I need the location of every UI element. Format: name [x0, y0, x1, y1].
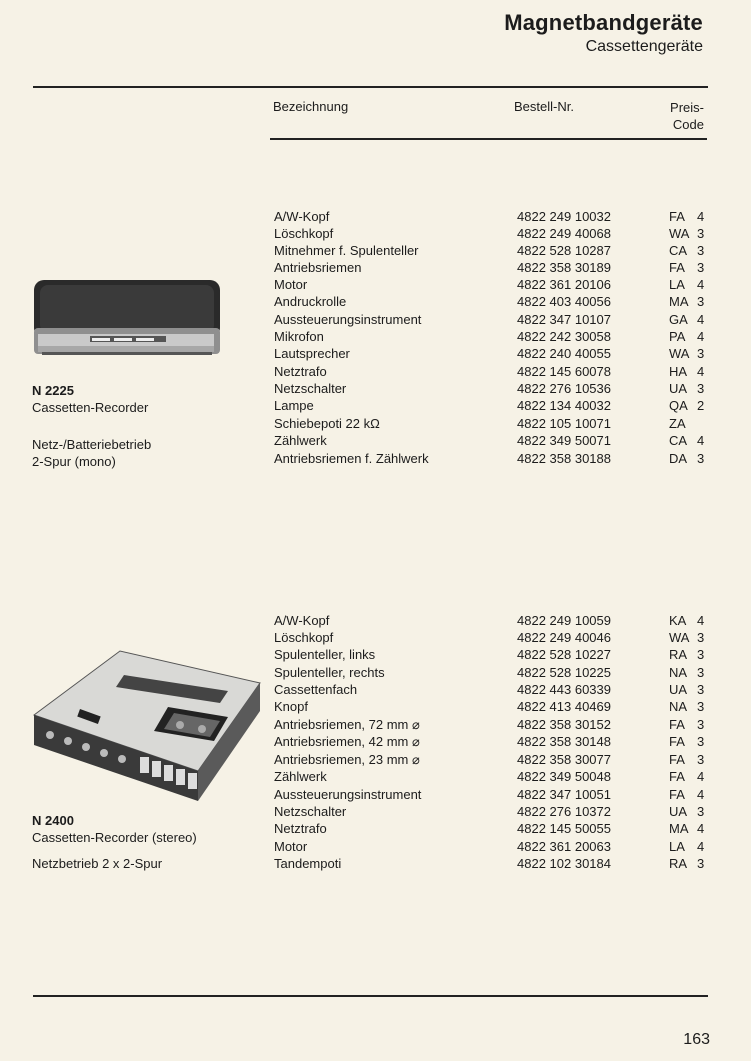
part-price-code: NA: [669, 699, 688, 714]
part-order-no: 4822 358 30189: [517, 260, 611, 275]
header-rule: [270, 138, 707, 140]
part-description: Mikrofon: [274, 329, 324, 344]
part-description: A/W-Kopf: [274, 613, 330, 628]
part-description: Lampe: [274, 398, 314, 413]
part-price-code: KA: [669, 613, 687, 628]
part-description: Zählwerk: [274, 433, 327, 448]
table-row: [0, 432, 751, 449]
part-description: Motor: [274, 839, 308, 854]
part-order-no: 4822 358 30188: [517, 451, 611, 466]
part-price-group: 3: [697, 856, 705, 871]
part-description: Antriebsriemen, 23 mm ⌀: [274, 752, 420, 767]
part-price-code: FA: [669, 260, 685, 275]
part-order-no: 4822 413 40469: [517, 699, 611, 714]
part-description: Antriebsriemen f. Zählwerk: [274, 451, 429, 466]
part-price-group: 3: [697, 647, 705, 662]
part-price-code: FA: [669, 752, 685, 767]
part-price-code: RA: [669, 856, 688, 871]
part-order-no: 4822 145 50055: [517, 821, 611, 836]
table-row: [0, 380, 751, 397]
part-price-code: GA: [669, 312, 688, 327]
part-order-no: 4822 361 20106: [517, 277, 611, 292]
part-description: Schiebepoti 22 kΩ: [274, 416, 380, 431]
part-order-no: 4822 276 10372: [517, 804, 611, 819]
part-price-group: 3: [697, 752, 705, 767]
part-description: Antriebsriemen, 42 mm ⌀: [274, 734, 420, 749]
table-row: [0, 629, 751, 646]
part-description: Antriebsriemen: [274, 260, 362, 275]
table-row: [0, 803, 751, 820]
part-order-no: 4822 249 10032: [517, 209, 611, 224]
column-header-price-code-line1: Preis-: [670, 100, 704, 115]
part-description: Spulenteller, links: [274, 647, 376, 662]
part-price-code: FA: [669, 769, 685, 784]
top-rule: [33, 86, 708, 88]
part-price-code: UA: [669, 804, 688, 819]
column-header-description: Bezeichnung: [273, 99, 349, 114]
part-order-no: 4822 361 20063: [517, 839, 611, 854]
part-price-code: FA: [669, 787, 685, 802]
part-order-no: 4822 358 30077: [517, 752, 611, 767]
part-price-group: 3: [697, 665, 705, 680]
part-price-group: 4: [697, 364, 705, 379]
part-price-code: FA: [669, 209, 685, 224]
part-description: A/W-Kopf: [274, 209, 330, 224]
part-price-group: 4: [697, 329, 705, 344]
part-price-group: 4: [697, 312, 705, 327]
part-description: Aussteuerungsinstrument: [274, 312, 422, 327]
part-price-group: 3: [697, 717, 705, 732]
part-price-group: 4: [697, 209, 705, 224]
page-subtitle: Cassettengeräte: [585, 38, 703, 55]
table-row: [0, 612, 751, 629]
part-description: Netzschalter: [274, 381, 347, 396]
column-header-order-no: Bestell-Nr.: [514, 99, 574, 114]
part-order-no: 4822 528 10287: [517, 243, 611, 258]
part-description: Spulenteller, rechts: [274, 665, 385, 680]
part-price-code: WA: [669, 226, 690, 241]
part-price-group: 4: [697, 787, 705, 802]
table-row: [0, 242, 751, 259]
part-price-code: MA: [669, 821, 689, 836]
part-order-no: 4822 145 60078: [517, 364, 611, 379]
part-order-no: 4822 347 10051: [517, 787, 611, 802]
part-order-no: 4822 347 10107: [517, 312, 611, 327]
table-row: [0, 276, 751, 293]
column-header-price-code-line2: Code: [672, 117, 704, 132]
part-price-group: 3: [697, 451, 705, 466]
table-row: [0, 293, 751, 310]
model-n2225-note1: Netz-/Batteriebetrieb: [32, 437, 152, 452]
part-description: Tandempoti: [274, 856, 342, 871]
table-row: [0, 363, 751, 380]
table-row: [0, 838, 751, 855]
table-row: [0, 820, 751, 837]
table-row: [0, 259, 751, 276]
part-order-no: 4822 358 30152: [517, 717, 611, 732]
part-price-group: 2: [697, 398, 705, 413]
part-description: Zählwerk: [274, 769, 327, 784]
table-row: [0, 225, 751, 242]
part-price-group: 4: [697, 839, 705, 854]
table-row: [0, 698, 751, 715]
part-price-group: 3: [697, 243, 705, 258]
part-order-no: 4822 249 10059: [517, 613, 611, 628]
table-row: [0, 768, 751, 785]
part-price-code: PA: [669, 329, 686, 344]
part-price-group: 3: [697, 804, 705, 819]
part-price-group: 3: [697, 226, 705, 241]
part-description: Netzschalter: [274, 804, 347, 819]
part-price-code: UA: [669, 682, 688, 697]
part-price-group: 3: [697, 630, 705, 645]
table-row: [0, 415, 751, 432]
part-order-no: 4822 249 40068: [517, 226, 611, 241]
part-price-group: 4: [697, 769, 705, 784]
page-title: Magnetbandgeräte: [504, 10, 703, 35]
part-price-group: 4: [697, 277, 705, 292]
table-row: [0, 208, 751, 225]
part-description: Netztrafo: [274, 821, 327, 836]
part-order-no: 4822 242 30058: [517, 329, 611, 344]
part-price-code: NA: [669, 665, 688, 680]
table-row: [0, 664, 751, 681]
model-n2400-note1: Netzbetrieb 2 x 2-Spur: [32, 856, 163, 871]
part-description: Mitnehmer f. Spulenteller: [274, 243, 419, 258]
part-order-no: 4822 443 60339: [517, 682, 611, 697]
part-description: Motor: [274, 277, 308, 292]
part-price-group: 4: [697, 433, 705, 448]
part-price-code: WA: [669, 630, 690, 645]
part-order-no: 4822 102 30184: [517, 856, 611, 871]
page-number: 163: [683, 1031, 710, 1048]
part-price-group: 3: [697, 734, 705, 749]
part-price-code: MA: [669, 294, 689, 309]
part-description: Antriebsriemen, 72 mm ⌀: [274, 717, 420, 732]
part-price-code: LA: [669, 839, 685, 854]
part-order-no: 4822 134 40032: [517, 398, 611, 413]
part-price-group: 4: [697, 821, 705, 836]
part-price-group: 3: [697, 260, 705, 275]
model-n2400-type: Cassetten-Recorder (stereo): [32, 830, 197, 845]
model-n2225-note2: 2-Spur (mono): [32, 454, 116, 469]
part-price-code: HA: [669, 364, 688, 379]
part-price-group: 3: [697, 294, 705, 309]
part-price-code: FA: [669, 717, 685, 732]
part-price-group: 3: [697, 682, 705, 697]
table-row: [0, 716, 751, 733]
part-description: Aussteuerungsinstrument: [274, 787, 422, 802]
part-price-code: RA: [669, 647, 688, 662]
part-order-no: 4822 249 40046: [517, 630, 611, 645]
part-description: Lautsprecher: [274, 346, 350, 361]
table-row: [0, 328, 751, 345]
table-row: [0, 786, 751, 803]
part-order-no: 4822 276 10536: [517, 381, 611, 396]
part-price-code: CA: [669, 243, 688, 258]
part-description: Cassettenfach: [274, 682, 358, 697]
part-price-code: CA: [669, 433, 688, 448]
table-row: [0, 733, 751, 750]
table-row: [0, 646, 751, 663]
part-description: Löschkopf: [274, 226, 334, 241]
part-price-code: FA: [669, 734, 685, 749]
model-n2225-type: Cassetten-Recorder: [32, 400, 149, 415]
model-n2225-name: N 2225: [32, 383, 74, 398]
table-row: [0, 751, 751, 768]
part-order-no: 4822 528 10227: [517, 647, 611, 662]
part-description: Andruckrolle: [274, 294, 347, 309]
part-order-no: 4822 349 50071: [517, 433, 611, 448]
part-price-code: LA: [669, 277, 685, 292]
model-n2400-name: N 2400: [32, 813, 74, 828]
part-description: Löschkopf: [274, 630, 334, 645]
part-price-code: QA: [669, 398, 688, 413]
column-header-price-code: [670, 99, 704, 133]
part-price-code: ZA: [669, 416, 686, 431]
part-price-group: 3: [697, 381, 705, 396]
table-row: [0, 855, 751, 872]
table-row: [0, 311, 751, 328]
table-row: [0, 397, 751, 414]
part-price-group: 4: [697, 613, 705, 628]
table-row: [0, 681, 751, 698]
bottom-rule: [33, 995, 708, 997]
part-description: Netztrafo: [274, 364, 327, 379]
part-price-group: 3: [697, 699, 705, 714]
part-order-no: 4822 528 10225: [517, 665, 611, 680]
table-row: [0, 450, 751, 467]
part-price-code: DA: [669, 451, 688, 466]
part-price-group: 3: [697, 346, 705, 361]
part-order-no: 4822 240 40055: [517, 346, 611, 361]
part-order-no: 4822 349 50048: [517, 769, 611, 784]
part-price-code: WA: [669, 346, 690, 361]
part-order-no: 4822 403 40056: [517, 294, 611, 309]
part-price-code: UA: [669, 381, 688, 396]
part-order-no: 4822 358 30148: [517, 734, 611, 749]
part-description: Knopf: [274, 699, 308, 714]
part-order-no: 4822 105 10071: [517, 416, 611, 431]
table-row: [0, 345, 751, 362]
